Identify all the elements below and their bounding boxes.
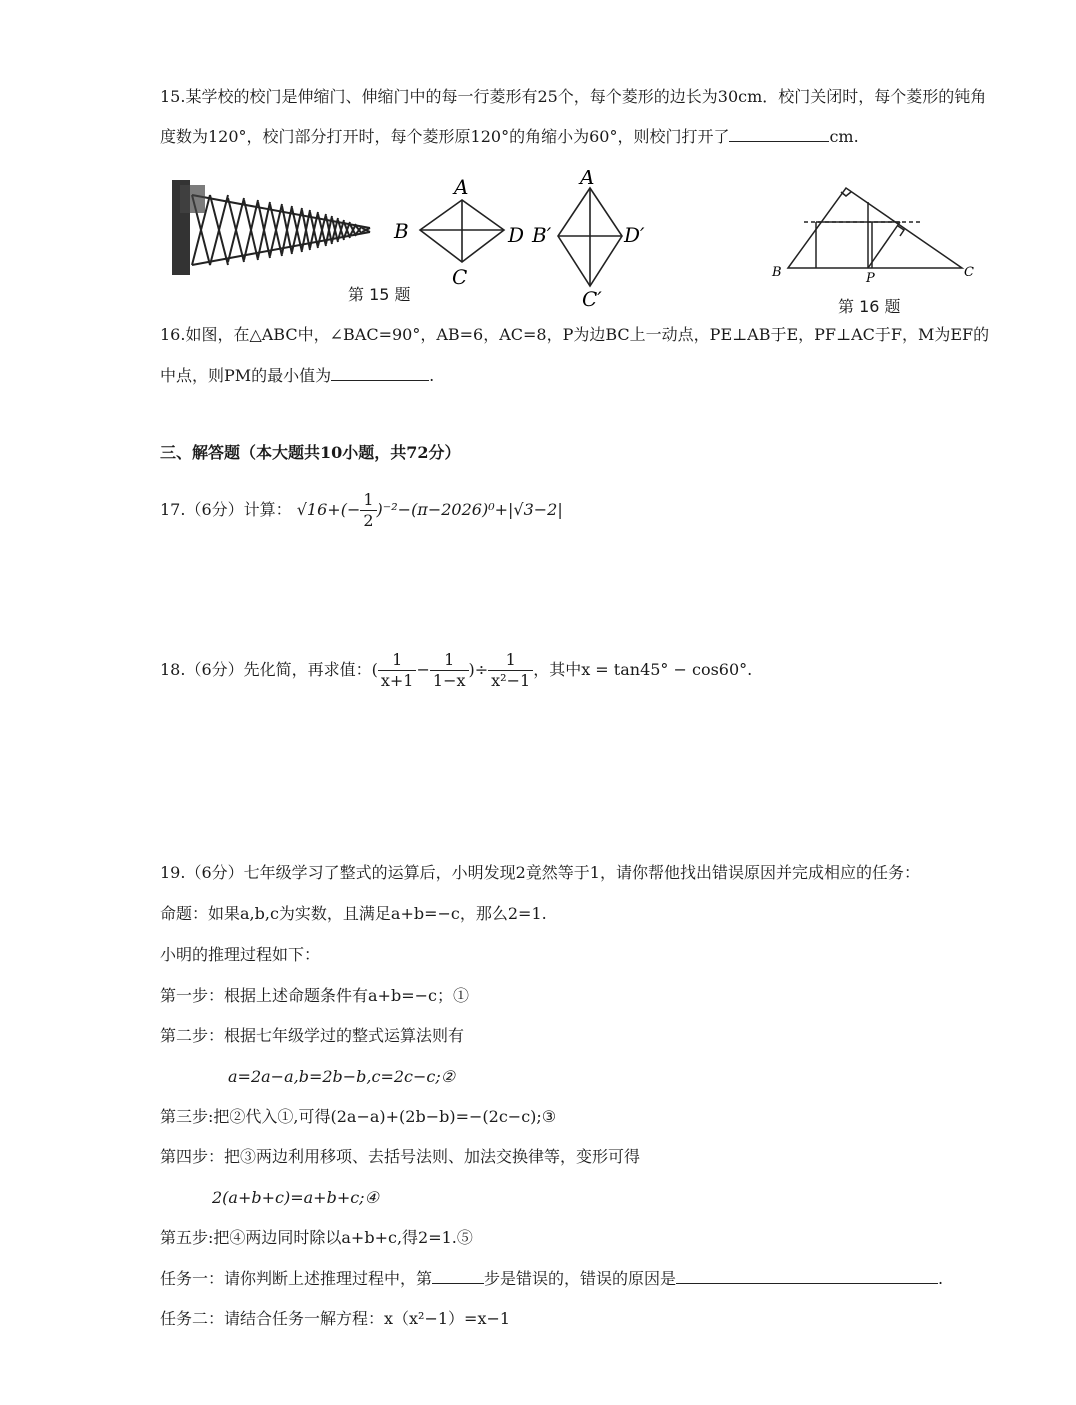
q19-line7: 第三步:把②代入①,可得(2a−a)+(2b−b)=−(2c−c);③ xyxy=(160,1107,557,1126)
q19-line10: 第五步:把④两边同时除以a+b+c,得2=1.⑤ xyxy=(160,1228,473,1247)
q19-task1 xyxy=(160,1267,943,1290)
q16-line2 xyxy=(160,364,434,387)
rhombus-closed xyxy=(420,200,504,262)
q18-fraction-1 xyxy=(378,650,417,691)
q17-rest: −(π−2026)⁰+|√3−2| xyxy=(397,500,563,519)
q18-prefix: 18.（6分）先化简，再求值：( xyxy=(160,660,378,679)
q19-line2: 命题：如果a,b,c为实数，且满足a+b=−c，那么2=1. xyxy=(160,904,547,923)
triangle-abc xyxy=(788,188,962,268)
q17-exponent: )⁻² xyxy=(376,500,398,519)
q17-frac-num: 1 xyxy=(360,490,376,511)
label-B: B xyxy=(394,219,409,243)
q19-line4: 第一步：根据上述命题条件有a+b=−c；① xyxy=(160,986,469,1005)
q16-line1: 16.如图，在△ABC中，∠BAC=90°，AB=6，AC=8，P为边BC上一动点，PE⊥AB于E，PF⊥AC于F，M为EF的 xyxy=(160,325,990,344)
q17-plus: +(− xyxy=(327,500,361,519)
q19-line5: 第二步：根据七年级学过的整式运算法则有 xyxy=(160,1026,465,1045)
q17-prefix: 17.（6分）计算： xyxy=(160,500,292,519)
q19-line9: 2(a+b+c)=a+b+c;④ xyxy=(212,1188,379,1207)
q18-div: )÷ xyxy=(468,660,489,679)
q18-f1-den: x+1 xyxy=(380,671,414,690)
q15-caption: 第 15 题 xyxy=(348,285,411,304)
q19-task1-end: . xyxy=(938,1269,944,1288)
q16-answer-blank[interactable] xyxy=(331,364,429,381)
q18-f1-num: 1 xyxy=(378,650,417,671)
q18-suffix: ，其中x = tan45° − cos60°. xyxy=(533,660,753,679)
q19-task1-text-b: 步是错误的，错误的原因是 xyxy=(484,1269,677,1288)
q17-sqrt16: √16 xyxy=(296,500,328,519)
q16-period: . xyxy=(429,366,435,385)
q18-fraction-3 xyxy=(488,650,533,691)
q16-line2-text: 中点，则PM的最小值为 xyxy=(160,366,332,385)
q19-line6: a=2a−a,b=2b−b,c=2c−c;② xyxy=(228,1067,456,1086)
q19-task1-text-a: 任务一：请你判断上述推理过程中，第 xyxy=(160,1269,433,1288)
q18-f3-num: 1 xyxy=(488,650,533,671)
q19-line8: 第四步：把③两边利用移项、去括号法则、加法交换律等，变形可得 xyxy=(160,1147,641,1166)
rhombus-open xyxy=(558,188,622,286)
q17 xyxy=(160,490,563,531)
q15-line2-text: 度数为120°，校门部分打开时，每个菱形原120°的角缩小为60°，则校门打开了 xyxy=(160,127,730,146)
label-D2: D′ xyxy=(624,223,645,247)
q15-line2 xyxy=(160,125,859,148)
q18-f2-den: 1−x xyxy=(432,671,466,690)
q18-minus: − xyxy=(416,660,430,679)
q18-fraction-2 xyxy=(430,650,469,691)
label-C: C xyxy=(964,265,974,280)
label-P: P xyxy=(866,271,875,286)
q18 xyxy=(160,650,752,691)
q19-task1-reason-blank[interactable] xyxy=(676,1267,938,1284)
q17-frac-den: 2 xyxy=(363,511,374,530)
q17-fraction xyxy=(360,490,376,531)
q19-task2: 任务二：请结合任务一解方程：x（x²−1）=x−1 xyxy=(160,1309,511,1328)
label-C: C xyxy=(452,265,468,289)
q15-answer-blank[interactable] xyxy=(729,125,829,142)
label-B: B xyxy=(772,265,782,280)
label-C2: C′ xyxy=(582,287,602,310)
q19-line3: 小明的推理过程如下： xyxy=(160,945,321,964)
q16-figure xyxy=(770,182,980,292)
section3-title: 三、解答题（本大题共10小题，共72分） xyxy=(160,443,461,462)
label-A2: A xyxy=(580,170,595,189)
q15-unit: cm. xyxy=(829,127,859,146)
q18-f2-num: 1 xyxy=(430,650,469,671)
gate-photo xyxy=(172,180,370,275)
label-A: A xyxy=(454,175,469,199)
q15-line1: 15.某学校的校门是伸缩门、伸缩门中的每一行菱形有25个，每个菱形的边长为30cm．校门关闭时，每个菱形的钝角 xyxy=(160,87,987,106)
q19-task1-step-blank[interactable] xyxy=(432,1267,484,1284)
q16-caption: 第 16 题 xyxy=(838,297,901,316)
label-B2: B′ xyxy=(532,223,552,247)
label-D: D xyxy=(508,223,525,247)
q19-line1: 19.（6分）七年级学习了整式的运算后，小明发现2竟然等于1，请你帮他找出错误原因并完成相应的任务： xyxy=(160,863,920,882)
q18-f3-den: x²−1 xyxy=(491,671,531,690)
